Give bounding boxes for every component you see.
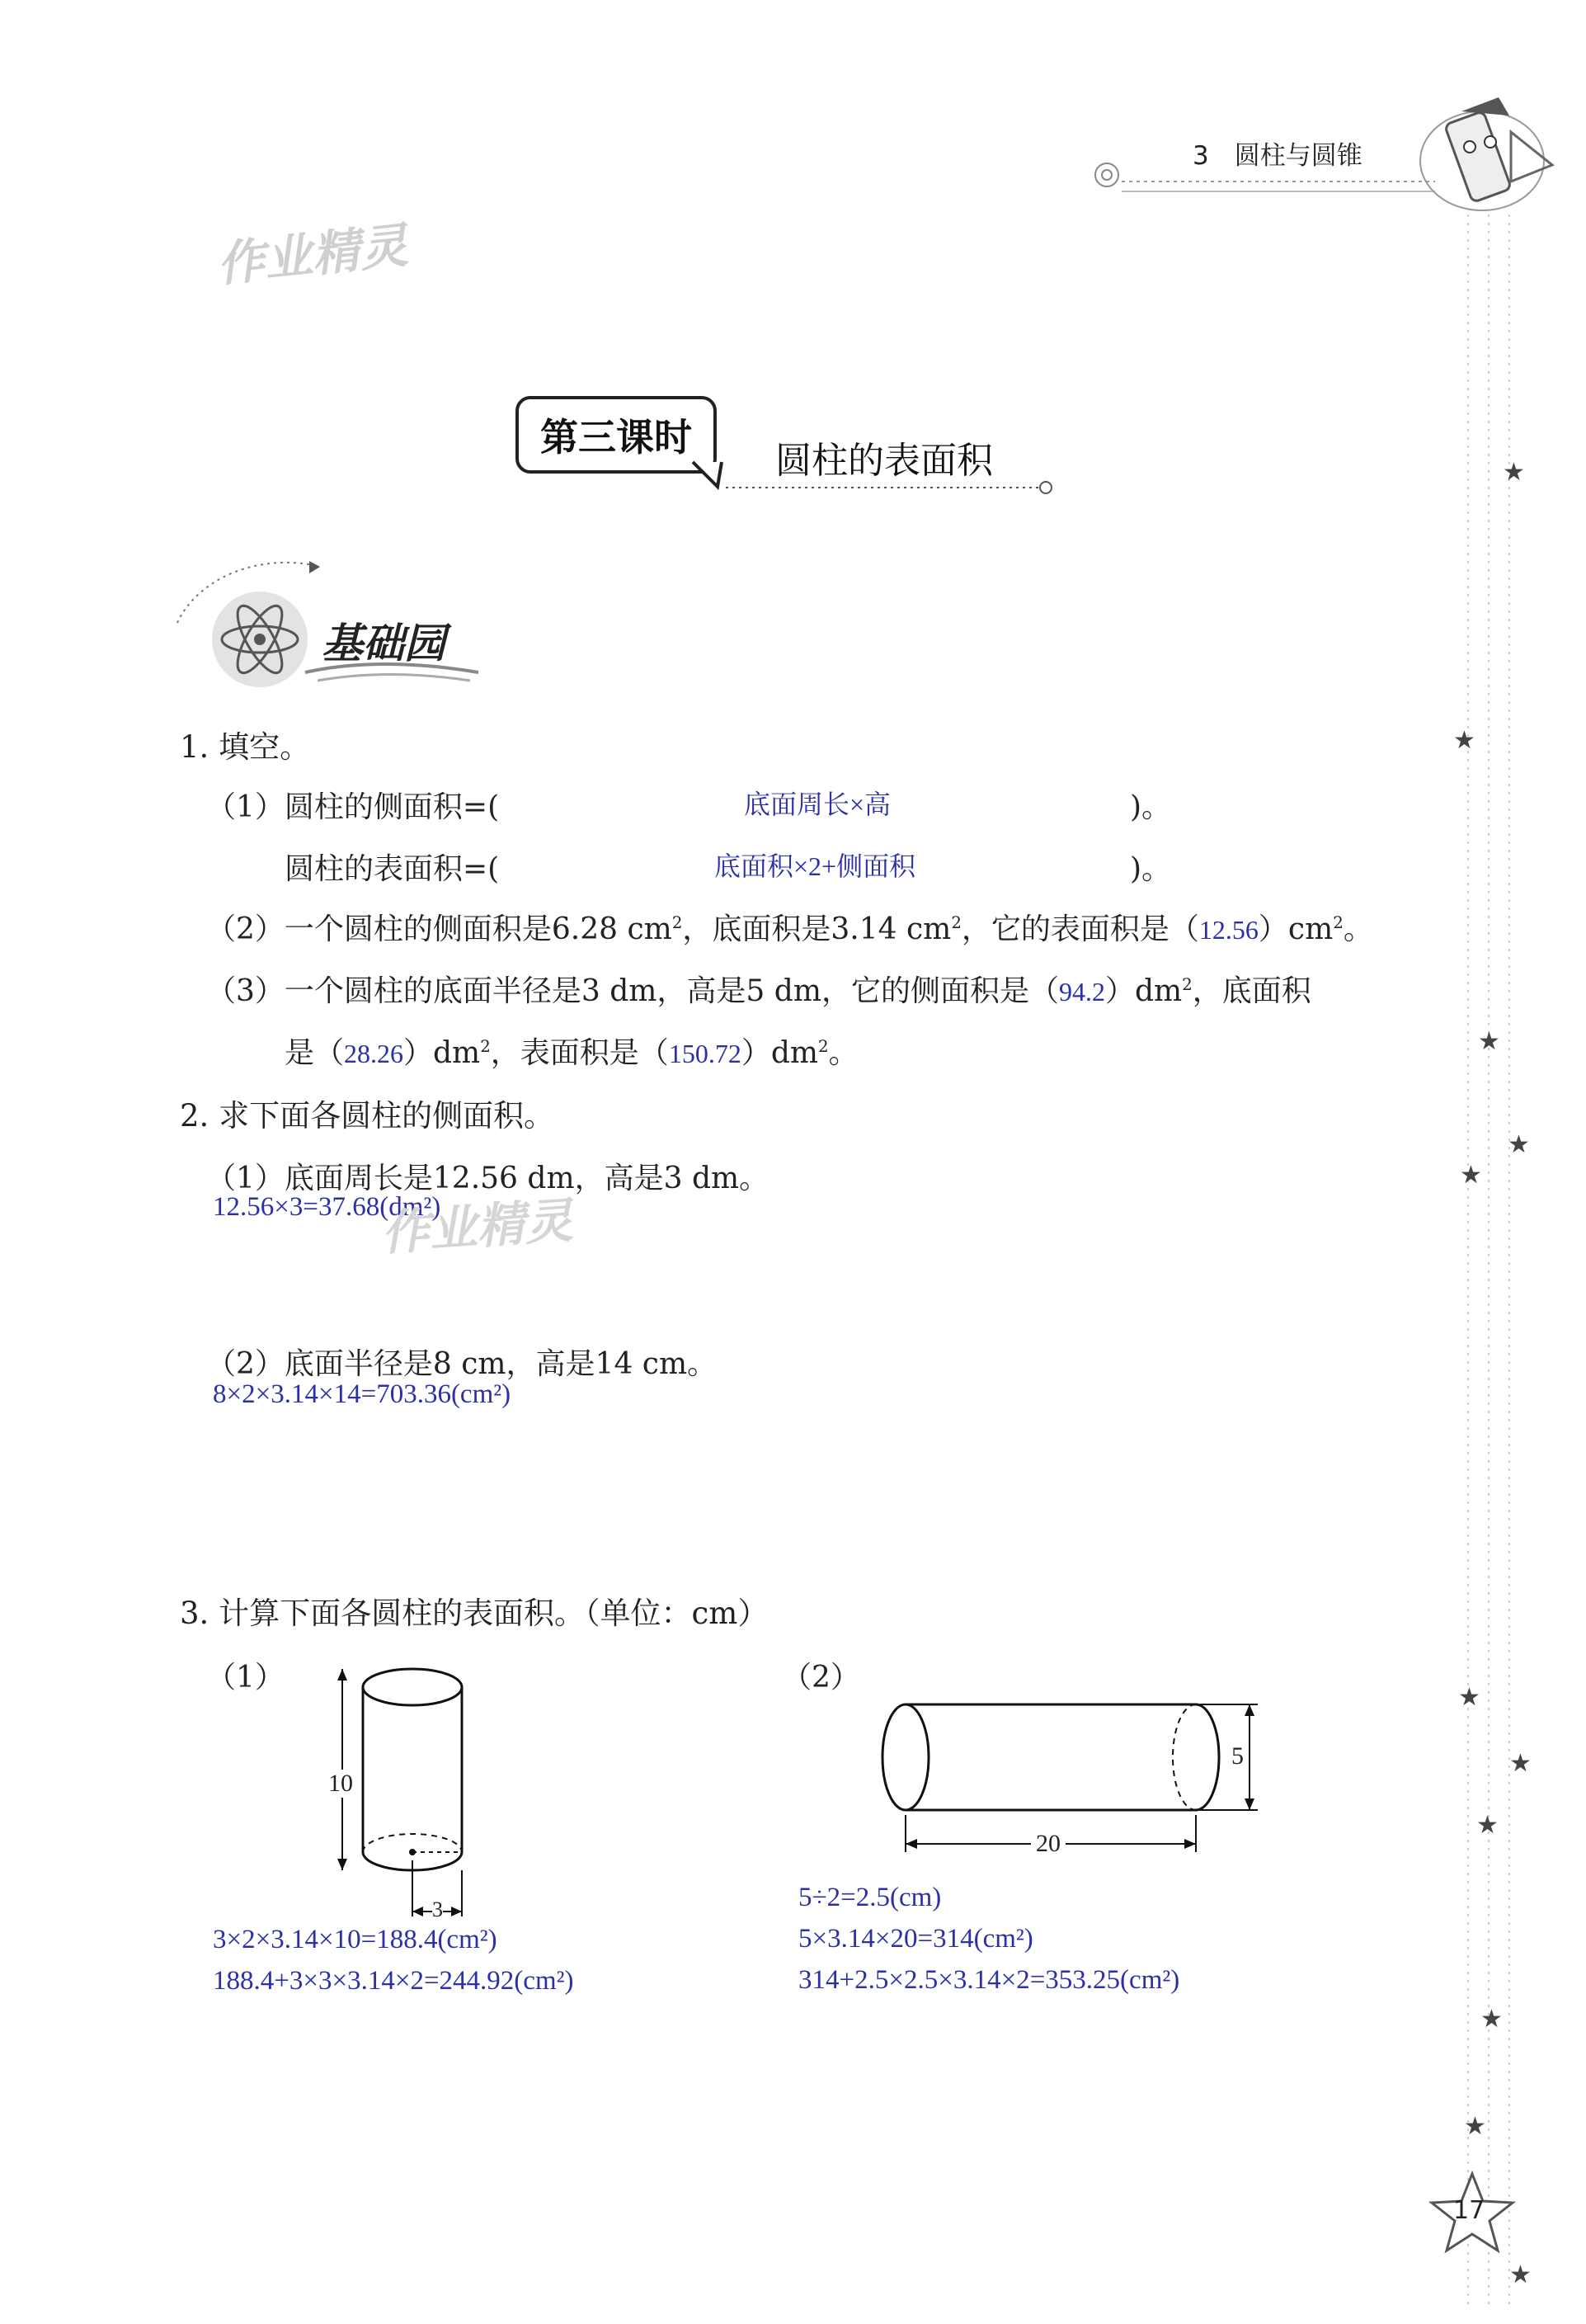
star-icon: ★	[1509, 1749, 1532, 1778]
q1-p1b-label: 圆柱的表面积=(	[285, 852, 500, 886]
q1-p1b-answer[interactable]: 底面积×2+侧面积	[714, 851, 916, 881]
q3-p1-answer-2[interactable]: 188.4+3×3×3.14×2=244.92(cm²)	[213, 1966, 574, 1996]
fig1-height-label: 10	[328, 1770, 353, 1797]
q2-p1-answer[interactable]: 12.56×3=37.68(dm²)	[213, 1192, 441, 1222]
star-icon: ★	[1458, 1683, 1480, 1712]
q1-p1b-close: )。	[1130, 852, 1172, 886]
star-icon: ★	[1478, 1027, 1500, 1056]
q2-p2: （2）底面半径是8 cm，高是14 cm。	[206, 1347, 718, 1381]
star-icon: ★	[1508, 1130, 1530, 1159]
star-icon: ★	[1480, 2005, 1503, 2034]
cylinder-figure-2	[874, 1695, 1270, 1877]
q1-p1a-close: )。	[1130, 790, 1172, 824]
lesson-badge: 第三课时	[515, 396, 717, 474]
star-icon: ★	[1464, 2112, 1486, 2141]
q3-p1-answer-1[interactable]: 3×2×3.14×10=188.4(cm²)	[213, 1925, 497, 1954]
q1-p1a-label: （1）圆柱的侧面积=(	[206, 790, 500, 824]
q1-p3-answer-lateral[interactable]: 94.2	[1058, 977, 1105, 1006]
q3-title: 3. 计算下面各圆柱的表面积。（单位：cm）	[180, 1596, 769, 1631]
watermark: 作业精灵	[214, 217, 411, 293]
star-icon: ★	[1453, 726, 1475, 755]
q1-p3-answer-base[interactable]: 28.26	[344, 1039, 404, 1068]
star-icon: ★	[1509, 2260, 1532, 2289]
fig2-diameter-label: 5	[1231, 1742, 1244, 1770]
mascot-pencil-icon	[1412, 82, 1569, 214]
q1-p2-answer[interactable]: 12.56	[1198, 915, 1259, 945]
q1-p1a-answer[interactable]: 底面周长×高	[744, 790, 892, 819]
q3-p1-label: （1）	[206, 1661, 285, 1695]
q2-p2-answer[interactable]: 8×2×3.14×14=703.36(cm²)	[213, 1379, 511, 1409]
q1-title: 1. 填空。	[180, 729, 311, 765]
q1-p3-line1: （3）一个圆柱的底面半径是3 dm，高是5 dm，它的侧面积是$(94.2)dm^2$，底面积	[206, 974, 1311, 1008]
side-decoration	[1460, 214, 1526, 2310]
q1-p3-answer-surface[interactable]: 150.72	[668, 1039, 741, 1068]
section-title: 基础园	[322, 619, 445, 667]
fig2-length-label: 20	[1031, 1830, 1066, 1858]
q2-title: 2. 求下面各圆柱的侧面积。	[180, 1098, 555, 1134]
q2-p1: （1）底面周长是12.56 dm，高是3 dm。	[206, 1162, 769, 1195]
q3-p2-answer-3[interactable]: 314+2.5×2.5×3.14×2=353.25(cm²)	[798, 1965, 1180, 1995]
q3-p2-label: （2）	[782, 1661, 860, 1695]
lesson-title: 圆柱的表面积	[775, 440, 993, 482]
star-icon: ★	[1503, 458, 1525, 487]
watermark: 作业精灵	[379, 1191, 575, 1261]
q3-p2-answer-2[interactable]: 5×3.14×20=314(cm²)	[798, 1924, 1033, 1954]
fig1-radius-label: 3	[432, 1897, 443, 1921]
star-icon: ★	[1476, 1811, 1499, 1840]
chapter-header: 3 圆柱与圆锥	[1193, 141, 1362, 171]
page-number: 17	[1453, 2196, 1485, 2225]
q3-p2-answer-1[interactable]: 5÷2=2.5(cm)	[798, 1883, 942, 1912]
q1-p2: （2）一个圆柱的侧面积是6.28 $cm^2$，底面积是3.14 $cm^2$，它的表面积是$(12.56)cm^2$。	[206, 912, 1373, 946]
q1-p3-line2: 是$(28.26)dm^2$，表面积是$(150.72)dm^2$。	[285, 1036, 859, 1070]
star-icon: ★	[1460, 1161, 1482, 1190]
